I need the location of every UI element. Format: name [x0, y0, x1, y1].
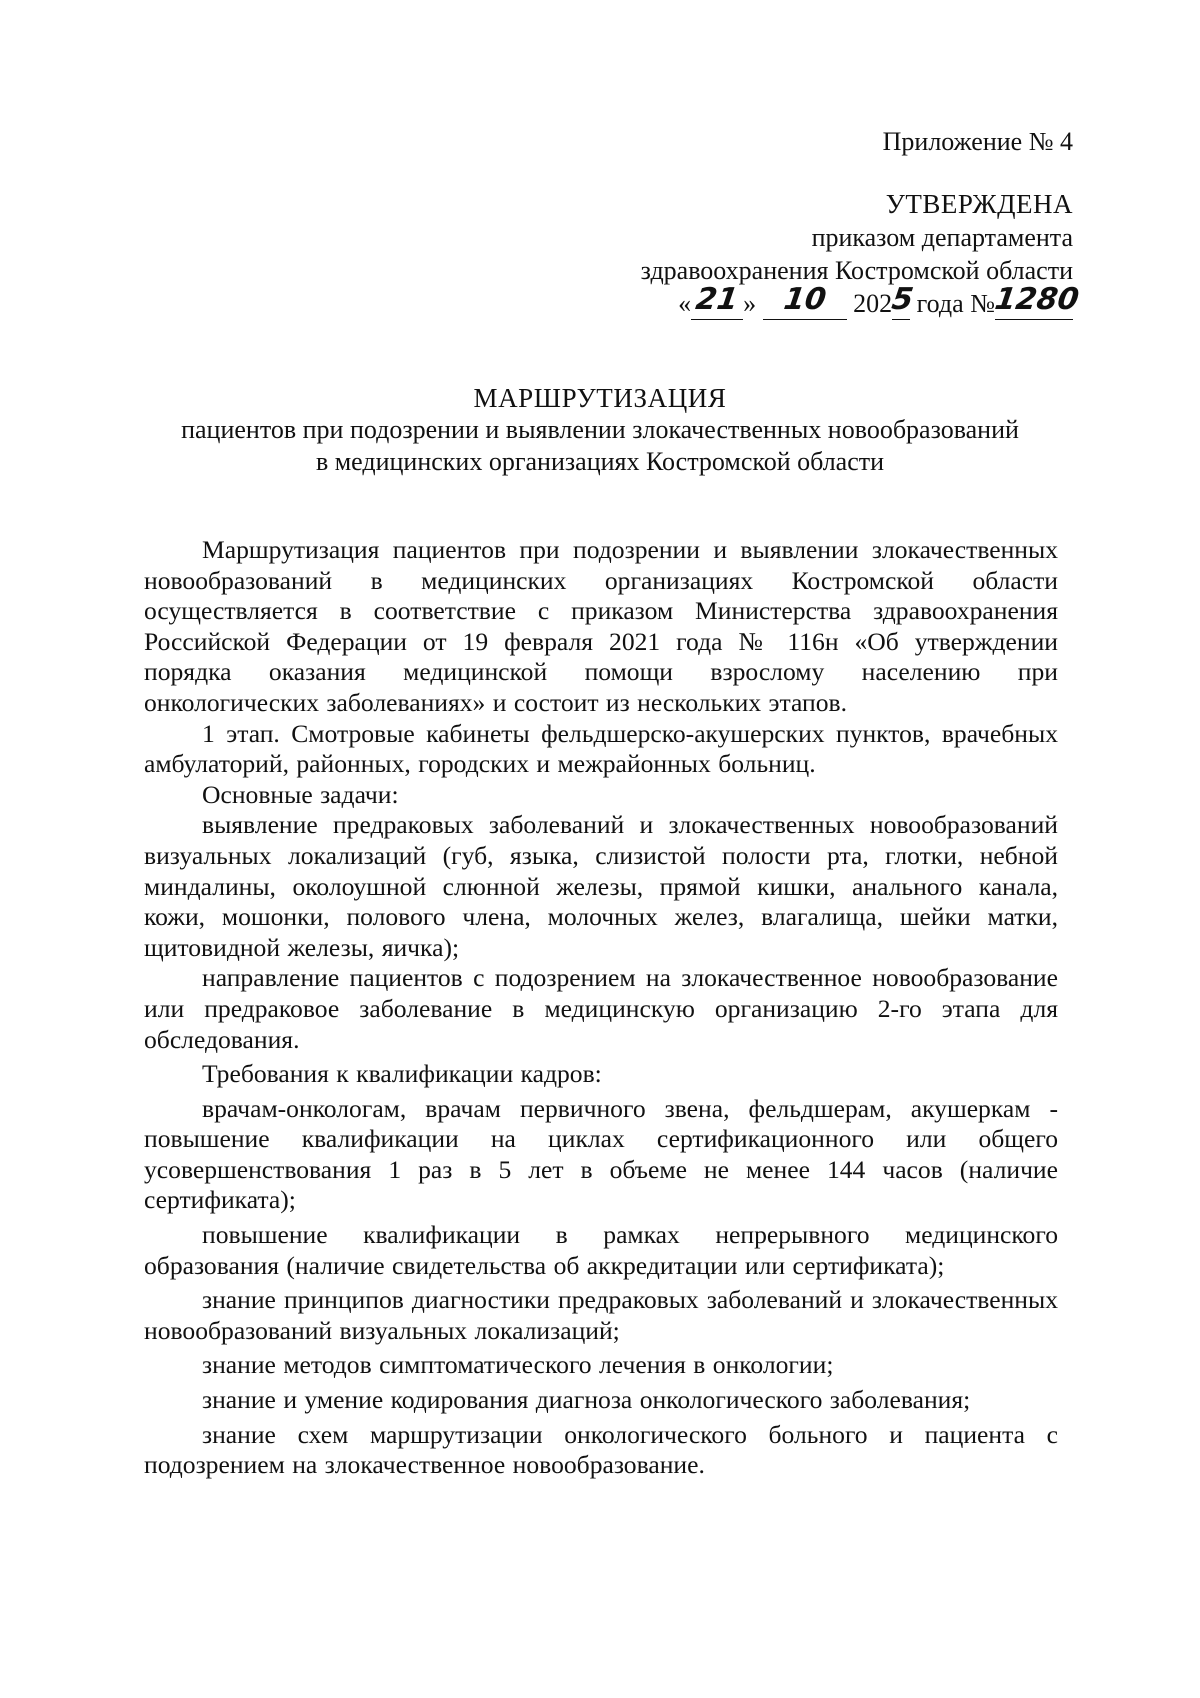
- paragraph-requirement-cme: повышение квалификации в рамках непрерывного медицинского образования (наличие свидетельства об аккредитации или сертификата);: [144, 1220, 1058, 1280]
- title-line-2: пациентов при подозрении и выявлении злокачественных новообразований: [181, 415, 1019, 444]
- date-year-word: года №: [916, 289, 995, 318]
- date-day-handwritten: 21: [693, 282, 741, 317]
- paragraph-requirement-symptomatic: знание методов симптоматического лечения в онкологии;: [202, 1350, 834, 1380]
- order-number-handwritten: 1280: [992, 282, 1082, 317]
- paragraph-main-tasks-heading: Основные задачи:: [202, 779, 399, 809]
- paragraph-requirement-training: врачам-онкологам, врачам первичного звена, фельдшерам, акушеркам - повышение квалификации на циклах сертификационного или общего усовершенствования 1 раз в 5 лет в объеме не менее 144 часов (наличие сертификата);: [144, 1093, 1058, 1215]
- order-number-field: [992, 282, 1082, 320]
- approval-block: [640, 188, 1082, 320]
- approved-heading: УТВЕРЖДЕНА: [885, 189, 1073, 219]
- paragraph-intro: Маршрутизация пациентов при подозрении и выявлении злокачественных новообразований в медицинских организациях Костромской области осуществляется в соответствие с приказом Министерства здравоохранения Российской Федерации от 19 февраля 2021 года № 116н «Об утверждении порядка оказания медицинской помощи взрослому населению при онкологических заболеваниях» и состоит из нескольких этапов.: [144, 535, 1058, 717]
- paragraph-task-detection: выявление предраковых заболеваний и злокачественных новообразований визуальных локализаций (губ, языка, слизистой полости рта, глотки, небной миндалины, околоушной слюнной железы, прямой кишки, анального канала, кожи, мошонки, полового члена, молочных желез, влагалища, шейки матки, щитовидной железы, яичка);: [144, 810, 1058, 962]
- date-day-field: [691, 282, 743, 320]
- date-year-field: [889, 282, 916, 320]
- date-close-quote: »: [743, 289, 757, 318]
- paragraph-requirement-diagnostics: знание принципов диагностики предраковых заболеваний и злокачественных новообразований визуальных локализаций;: [144, 1285, 1058, 1345]
- approved-by-line-1: приказом департамента: [811, 223, 1073, 252]
- date-open-quote: «: [678, 289, 692, 318]
- date-month-field: [763, 282, 847, 320]
- date-month-handwritten: 10: [781, 282, 829, 317]
- date-year-handwritten: 5: [889, 282, 916, 317]
- document-body: [144, 535, 1058, 1481]
- order-date-line: [641, 282, 1082, 320]
- appendix-label: Приложение № 4: [882, 127, 1073, 156]
- approved-by-line-2: здравоохранения Костромской области: [640, 256, 1073, 285]
- title-main: МАРШРУТИЗАЦИЯ: [473, 383, 727, 413]
- paragraph-stage-1: 1 этап. Смотровые кабинеты фельдшерско-акушерских пунктов, врачебных амбулаторий, районных, городских и межрайонных больниц.: [144, 718, 1058, 779]
- title-line-3: в медицинских организациях Костромской области: [315, 447, 885, 476]
- date-year-prefix: 202: [853, 289, 893, 318]
- paragraph-staff-requirements-heading: Требования к квалификации кадров:: [202, 1059, 602, 1089]
- paragraph-requirement-routing: знание схем маршрутизации онкологического больного и пациента с подозрением на злокачественное новообразование.: [144, 1419, 1058, 1480]
- paragraph-requirement-coding: знание и умение кодирования диагноза онкологического заболевания;: [202, 1385, 971, 1415]
- paragraph-task-referral: направление пациентов с подозрением на злокачественное новообразование или предраковое заболевание в медицинскую организацию 2-го этапа для обследования.: [144, 963, 1058, 1054]
- document-title: [130, 382, 1070, 478]
